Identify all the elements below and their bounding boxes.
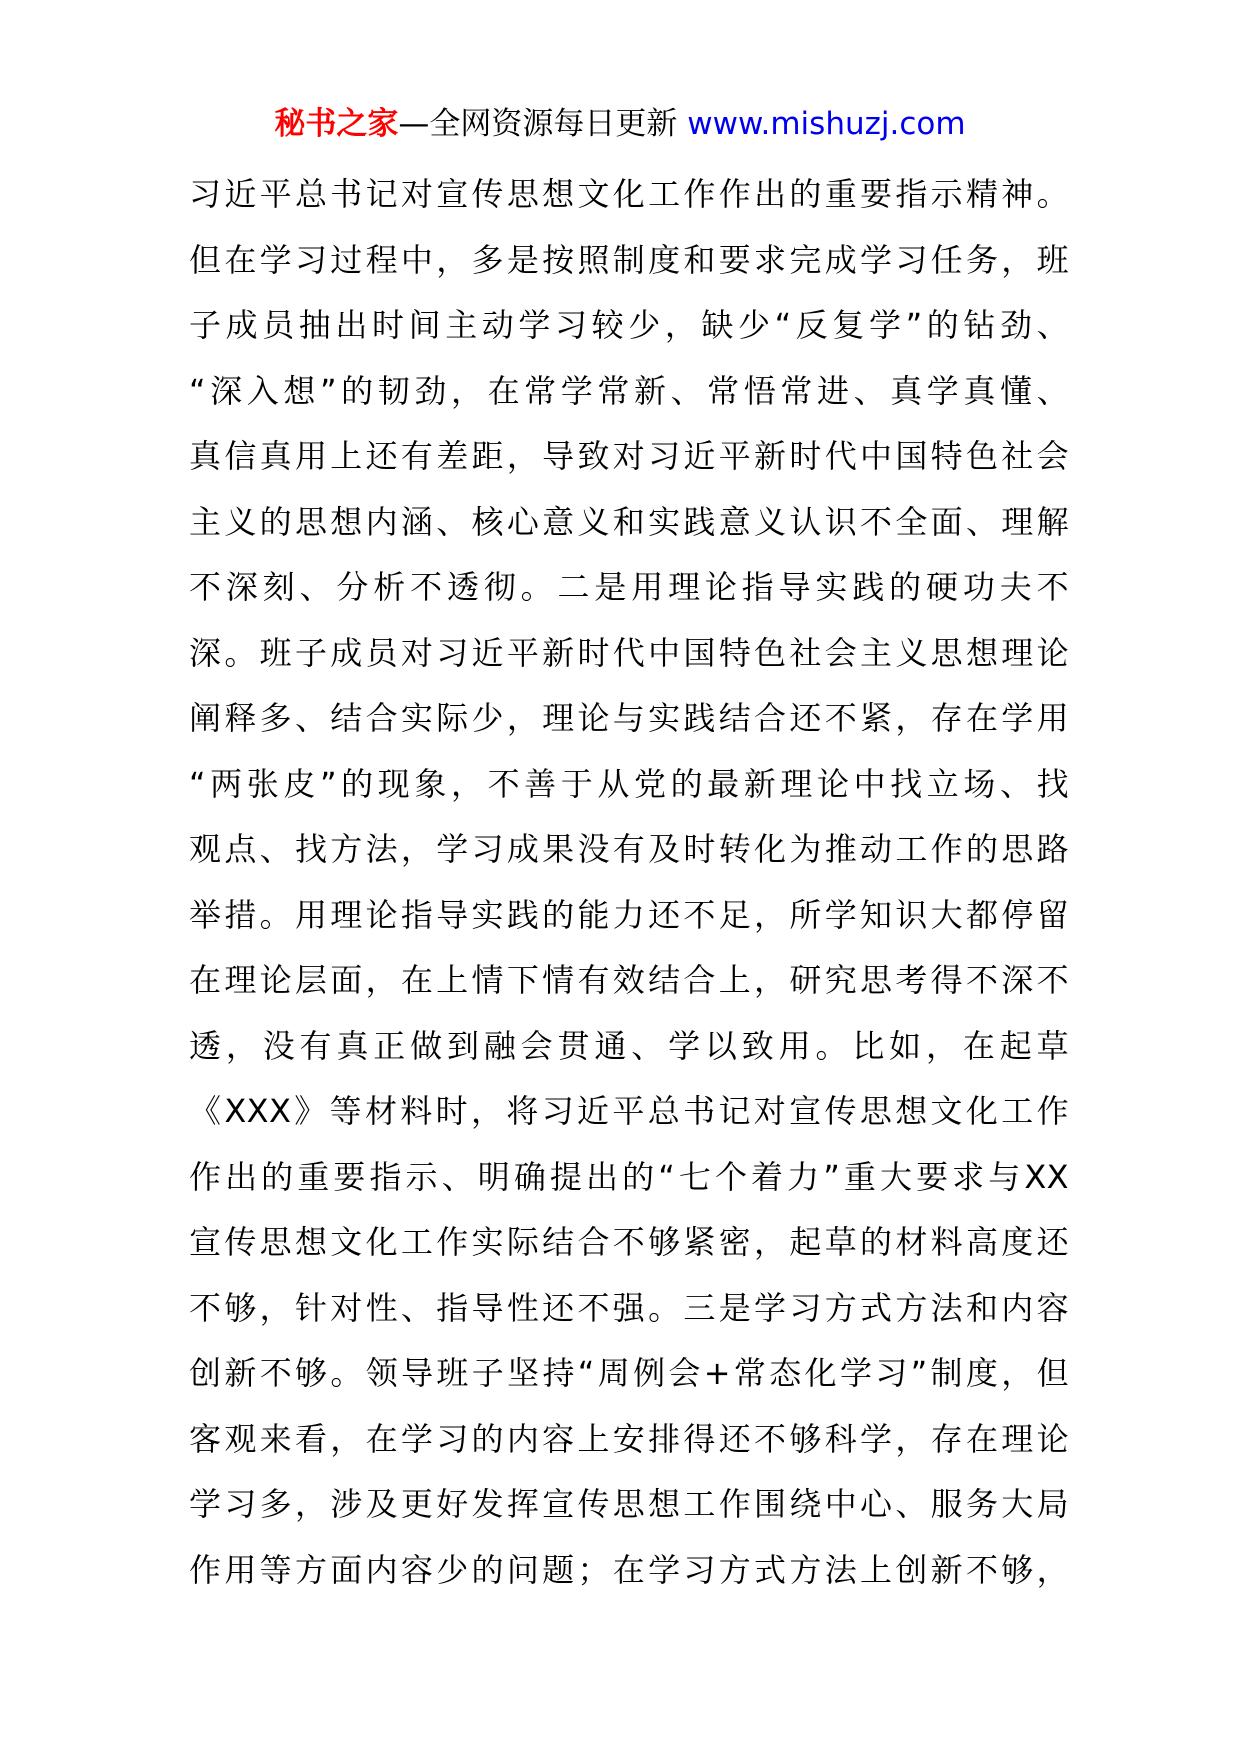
text-line: 创新不够。领导班子坚持“周例会+常态化学习”制度，但	[189, 1354, 1069, 1392]
text-line: 客观来看，在学习的内容上安排得还不够科学，存在理论	[189, 1419, 1069, 1458]
text-line: 不深刻、分析不透彻。二是用理论指导实践的硬功夫不	[189, 568, 1069, 606]
text-line: 举措。用理论指导实践的能力还不足，所学知识大都停留	[189, 895, 1069, 934]
text-line: 但在学习过程中，多是按照制度和要求完成学习任务，班	[189, 240, 1069, 279]
text-line: 宣传思想文化工作实际结合不够紧密，起草的材料高度还	[189, 1223, 1069, 1261]
text-line: 观点、找方法，学习成果没有及时转化为推动工作的思路	[189, 830, 1069, 868]
text-line: “两张皮”的现象，不善于从党的最新理论中找立场、找	[189, 764, 1069, 803]
header-tagline: —全网资源每日更新	[398, 106, 678, 142]
text-line: 透，没有真正做到融会贯通、学以致用。比如，在起草	[189, 1026, 1069, 1065]
brand-name: 秘书之家	[274, 106, 399, 142]
text-line: 不够，针对性、指导性还不强。三是学习方式方法和内容	[189, 1288, 1069, 1327]
text-line: 在理论层面，在上情下情有效结合上，研究思考得不深不	[189, 961, 1069, 999]
text-line: 学习多，涉及更好发挥宣传思想工作围绕中心、服务大局	[189, 1485, 1069, 1523]
text-line: 作用等方面内容少的问题；在学习方式方法上创新不够，	[189, 1550, 1069, 1589]
text-line: 子成员抽出时间主动学习较少，缺少“反复学”的钻劲、	[189, 306, 1069, 344]
text-line: 主义的思想内涵、核心意义和实践意义认识不全面、理解	[189, 502, 1069, 541]
page-header	[0, 102, 1240, 146]
site-link[interactable]: www.mishuzj.com	[687, 106, 966, 142]
body-text	[189, 162, 1069, 1603]
text-line: 真信真用上还有差距，导致对习近平新时代中国特色社会	[189, 437, 1069, 475]
text-line: 深。班子成员对习近平新时代中国特色社会主义思想理论	[189, 633, 1069, 672]
text-line: 习近平总书记对宣传思想文化工作作出的重要指示精神。	[189, 175, 1069, 213]
text-line: 作出的重要指示、明确提出的“七个着力”重大要求与XX	[189, 1157, 1069, 1196]
text-line: 《XXX》等材料时，将习近平总书记对宣传思想文化工作	[189, 1092, 1069, 1130]
text-line: 阐释多、结合实际少，理论与实践结合还不紧，存在学用	[189, 699, 1069, 737]
text-line: “深入想”的韧劲，在常学常新、常悟常进、真学真懂、	[189, 371, 1069, 410]
